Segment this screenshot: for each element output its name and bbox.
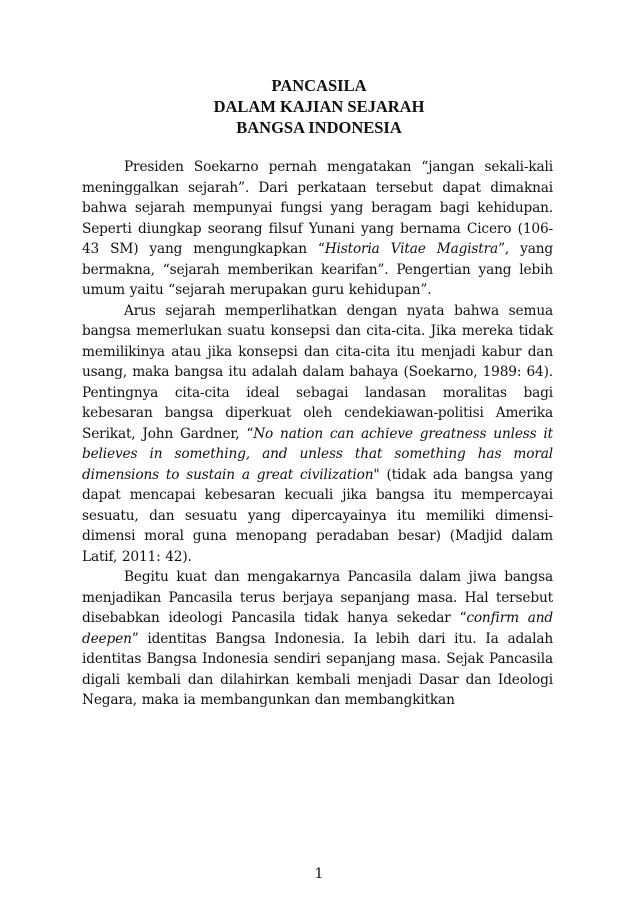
paragraph-2-text-b: " (tidak ada bangsa yang dapat mencapai kebesaran kecuali jika bangsa itu mempercayai sesuatu, dan sesuatu yang dipercayainya itu memiliki dimensi-dimensi moral guna menopang peradaban besar) (Madjid dalam Latif, 2011: 42). <box>82 466 553 565</box>
paragraph-2-italic: No nation can achieve greatness unless it believes in something, and unless that something has moral dimensions to sustain a great civilization <box>82 425 553 483</box>
title-line-2: DALAM KAJIAN SEJARAH <box>213 97 425 116</box>
title-line-1: PANCASILA <box>271 76 367 95</box>
paragraph-1-italic: Historia Vitae Magistra <box>324 241 499 257</box>
paragraph-3-italic: confirm and deepen <box>82 610 553 647</box>
page-number: 1 <box>314 866 324 882</box>
paragraph-2 <box>82 301 553 568</box>
paragraph-2-text-a: Arus sejarah memperlihatkan dengan nyata bahwa semua bangsa memerlukan suatu konsepsi dan cita-cita. Jika mereka tidak memilikinya atau jika konsepsi dan cita-cita itu menjadi kabur dan usang, maka bangsa itu adalah dalam bahaya (Soekarno, 1989: 64). Pentingnya cita-cita ideal sebagai landasan moralitas bagi kebesaran bangsa diperkuat oleh cendekiawan-politisi Amerika Serikat, John Gardner, “ <box>82 302 553 442</box>
document-body <box>82 157 553 711</box>
paragraph-3 <box>82 567 553 711</box>
paragraph-1-text-b: ”, yang bermakna, “sejarah memberikan kearifan”. Pengertian yang lebih umum yaitu “sejarah merupakan guru kehidupan”. <box>82 241 553 298</box>
title-line-3: BANGSA INDONESIA <box>236 118 402 137</box>
paragraph-3-text-a: Begitu kuat dan mengakarnya Pancasila dalam jiwa bangsa menjadikan Pancasila terus berjaya sepanjang masa. Hal tersebut disebabkan ideologi Pancasila tidak hanya sekedar “ <box>82 569 553 626</box>
paragraph-1-text-a: Presiden Soekarno pernah mengatakan “jangan sekali-kali meninggalkan sejarah”. Dari perkataan tersebut dapat dimaknai bahwa sejarah mempunyai fungsi yang beragam bagi kehidupan. Seperti diungkap seorang filsuf Yunani yang bernama Cicero (106-43 SM) yang mengungkapkan “ <box>82 159 553 257</box>
document-title <box>0 75 638 138</box>
paragraph-3-text-b: ” identitas Bangsa Indonesia. Ia lebih dari itu. Ia adalah identitas Bangsa Indonesia sendiri sepanjang masa. Sejak Pancasila digali kembali dan dilahirkan kembali menjadi Dasar dan Ideologi Negara, maka ia membangunkan dan membangkitkan <box>82 630 553 708</box>
paragraph-1 <box>82 157 553 301</box>
